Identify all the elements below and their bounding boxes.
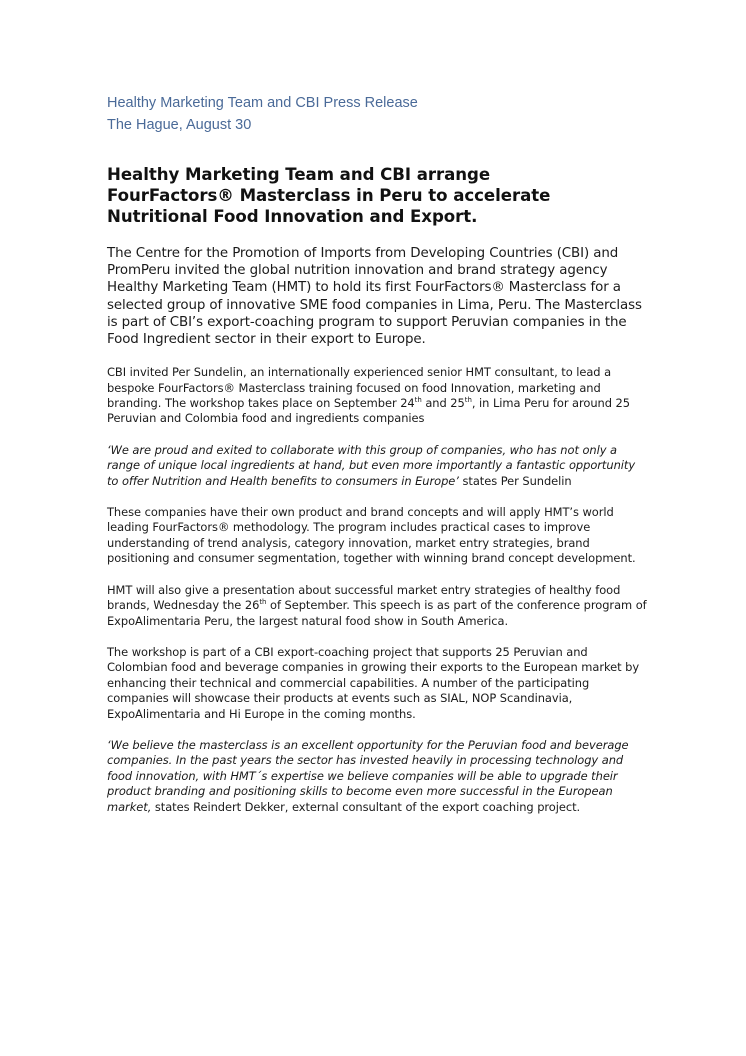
presentation-text-1: HMT will also give a presentation about successful market entry strategies of healthy food brands, Wednesday the 26 — [107, 582, 621, 613]
masthead-dateline: The Hague, August 30 — [107, 117, 252, 133]
workshop-text-3: , in Lima Peru for around 25 Peruvian and Colombia food and ingredients companies — [107, 396, 631, 426]
sundelin-attribution: states Per Sundelin — [458, 473, 572, 488]
ordinal-suffix: th — [414, 396, 422, 405]
dekker-attribution: states Reindert Dekker, external consultant of the export coaching project. — [151, 799, 581, 814]
headline-line-1: Healthy Marketing Team and CBI arrange — [107, 165, 491, 184]
dekker-quote: ‘We believe the masterclass is an excellent opportunity for the Peruvian food and beverage companies. In the past years the sector has invested heavily in processing technology and food innovation, with HMT´s expertise we believe companies will be able to upgrade their product branding and positioning skills to become even more successful in the European market, — [107, 737, 629, 814]
concepts-paragraph: These companies have their own product and brand concepts and will apply HMT’s world leading FourFactors® methodology. The program includes practical cases to improve understanding of trend analysis, category innovation, market entry strategies, brand positioning and consumer segmentation, together with winning brand concept development. — [107, 505, 636, 566]
project-paragraph: The workshop is part of a CBI export-coaching project that supports 25 Peruvian and Colombian food and beverage companies in growing their exports to the European market by enhancing their technical and commercial capabilities. A number of the participating companies will showcase their products at events such as SIAL, NOP Scandinavia, ExpoAlimentaria and Hi Europe in the coming months. — [107, 644, 640, 721]
ordinal-suffix: th — [464, 396, 472, 405]
presentation-text-2: of September. This speech is as part of the conference program of ExpoAlimentaria Peru, the largest natural food show in South America. — [107, 598, 647, 628]
headline-line-2: FourFactors® Masterclass in Peru to accelerate — [107, 186, 551, 205]
workshop-paragraph — [107, 365, 647, 427]
headline — [107, 164, 647, 227]
masthead-title: Healthy Marketing Team and CBI Press Release — [107, 95, 418, 111]
lead-paragraph: The Centre for the Promotion of Imports from Developing Countries (CBI) and PromPeru invited the global nutrition innovation and brand strategy agency Healthy Marketing Team (HMT) to hold its first FourFactors® Masterclass for a selected group of innovative SME food companies in Lima, Peru. The Masterclass is part of CBI’s export-coaching program to support Peruvian companies in the Food Ingredient sector in their export to Europe. — [107, 246, 642, 348]
presentation-paragraph — [107, 583, 647, 629]
sundelin-quote-paragraph — [107, 443, 647, 489]
headline-line-3: Nutritional Food Innovation and Export. — [107, 207, 478, 226]
ordinal-suffix: th — [259, 598, 267, 607]
press-release-page — [107, 92, 647, 815]
workshop-text-1: CBI invited Per Sundelin, an internationally experienced senior HMT consultant, to lead a bespoke FourFactors® Masterclass training focused on food Innovation, marketing and branding. The workshop takes place on September 24 — [107, 365, 612, 411]
masthead — [107, 92, 647, 136]
workshop-text-2: and 25 — [421, 396, 465, 411]
sundelin-quote: ‘We are proud and exited to collaborate with this group of companies, who has not only a range of unique local ingredients at hand, but even more importantly a fantastic opportunity to offer Nutrition and Health benefits to consumers in Europe’ — [107, 442, 636, 488]
dekker-quote-paragraph — [107, 738, 647, 815]
